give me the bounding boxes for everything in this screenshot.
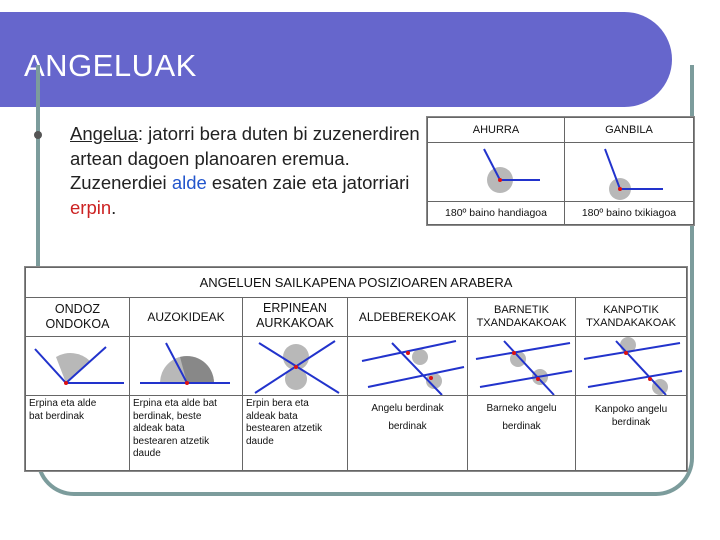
caption-line: Erpina eta alde bbox=[29, 398, 97, 409]
caption-barnetik bbox=[467, 395, 576, 471]
header-line: ONDOKOA bbox=[45, 317, 110, 331]
caption-line: Angelu berdinak bbox=[371, 403, 444, 414]
caption-line: Erpin bera eta bbox=[246, 398, 309, 409]
definition-text bbox=[70, 122, 430, 220]
header-line: ERPINEAN bbox=[263, 301, 327, 315]
figure-auzokideak bbox=[129, 336, 243, 396]
caption-line: Barneko angelu bbox=[486, 403, 557, 414]
caption-erpinean-aurkakoak bbox=[242, 395, 348, 471]
erpin-word: erpin bbox=[70, 196, 112, 218]
caption-line: bestearen atzetik bbox=[246, 423, 323, 434]
header-ondoz-ondokoa bbox=[25, 297, 130, 337]
page-title: ANGELUAK bbox=[24, 48, 197, 83]
header-line: AURKAKOAK bbox=[256, 316, 334, 330]
header-line: ONDOZ bbox=[54, 302, 101, 316]
header-aldeberekoak bbox=[347, 297, 468, 337]
figure-erpinean-aurkakoak bbox=[242, 336, 348, 396]
alde-word: alde bbox=[171, 172, 207, 193]
caption-line: berdinak bbox=[388, 421, 427, 432]
header-line: BARNETIK bbox=[493, 304, 549, 316]
ganbila-figure bbox=[564, 142, 694, 202]
caption-aldeberekoak bbox=[347, 395, 468, 471]
caption-line: berdinak bbox=[611, 416, 651, 428]
caption-line: Kanpoko angelu bbox=[594, 404, 668, 415]
caption-line: berdinak, beste bbox=[133, 410, 202, 422]
caption-line: bat berdinak bbox=[29, 410, 85, 422]
header-line: TXANDAKAKOAK bbox=[476, 317, 567, 329]
ahurra-header: AHURRA bbox=[427, 117, 565, 143]
caption-line: aldeak bata bbox=[246, 410, 298, 422]
angle-types-table bbox=[426, 116, 695, 226]
header-barnetik bbox=[467, 297, 576, 337]
caption-line: daude bbox=[246, 435, 274, 447]
caption-ondoz-ondokoa bbox=[25, 395, 130, 471]
definition-end: . bbox=[111, 196, 117, 218]
figure-kanpotik bbox=[575, 336, 687, 396]
figure-barnetik bbox=[467, 336, 576, 396]
caption-kanpotik bbox=[575, 395, 687, 471]
header-line: ALDEBEREKOAK bbox=[358, 310, 457, 324]
ahurra-caption: 180º baino handiagoa bbox=[427, 201, 565, 225]
header-line: TXANDAKAKOAK bbox=[586, 317, 676, 329]
bullet-icon bbox=[34, 131, 42, 139]
caption-line: Erpina eta alde bat bbox=[133, 398, 217, 409]
figure-aldeberekoak bbox=[347, 336, 468, 396]
definition-part2: esaten zaie eta jatorriari bbox=[206, 172, 410, 193]
header-auzokideak bbox=[129, 297, 243, 337]
ahurra-figure bbox=[427, 142, 565, 202]
caption-line: daude bbox=[133, 448, 161, 459]
caption-line: bestearen atzetik bbox=[133, 435, 210, 447]
header-kanpotik bbox=[575, 297, 687, 337]
ganbila-header: GANBILA bbox=[564, 117, 694, 143]
caption-line: berdinak bbox=[502, 421, 541, 432]
caption-line: aldeak bata bbox=[133, 423, 185, 434]
angle-classification-table bbox=[24, 266, 688, 472]
ganbila-caption: 180º baino txikiagoa bbox=[564, 201, 694, 225]
header-line: AUZOKIDEAK bbox=[147, 310, 225, 324]
caption-auzokideak bbox=[129, 395, 243, 471]
definition-part1: : jatorri bera duten bi zuzenerdiren artean dagoen planoaren eremua. Zuzenerdiei bbox=[70, 123, 420, 193]
classification-title: ANGELUEN SAILKAPENA POSIZIOAREN ARABERA bbox=[25, 267, 687, 298]
definition-term: Angelua bbox=[70, 123, 138, 144]
figure-ondoz-ondokoa bbox=[25, 336, 130, 396]
header-line: KANPOTIK bbox=[603, 304, 659, 316]
header-erpinean-aurkakoak bbox=[242, 297, 348, 337]
